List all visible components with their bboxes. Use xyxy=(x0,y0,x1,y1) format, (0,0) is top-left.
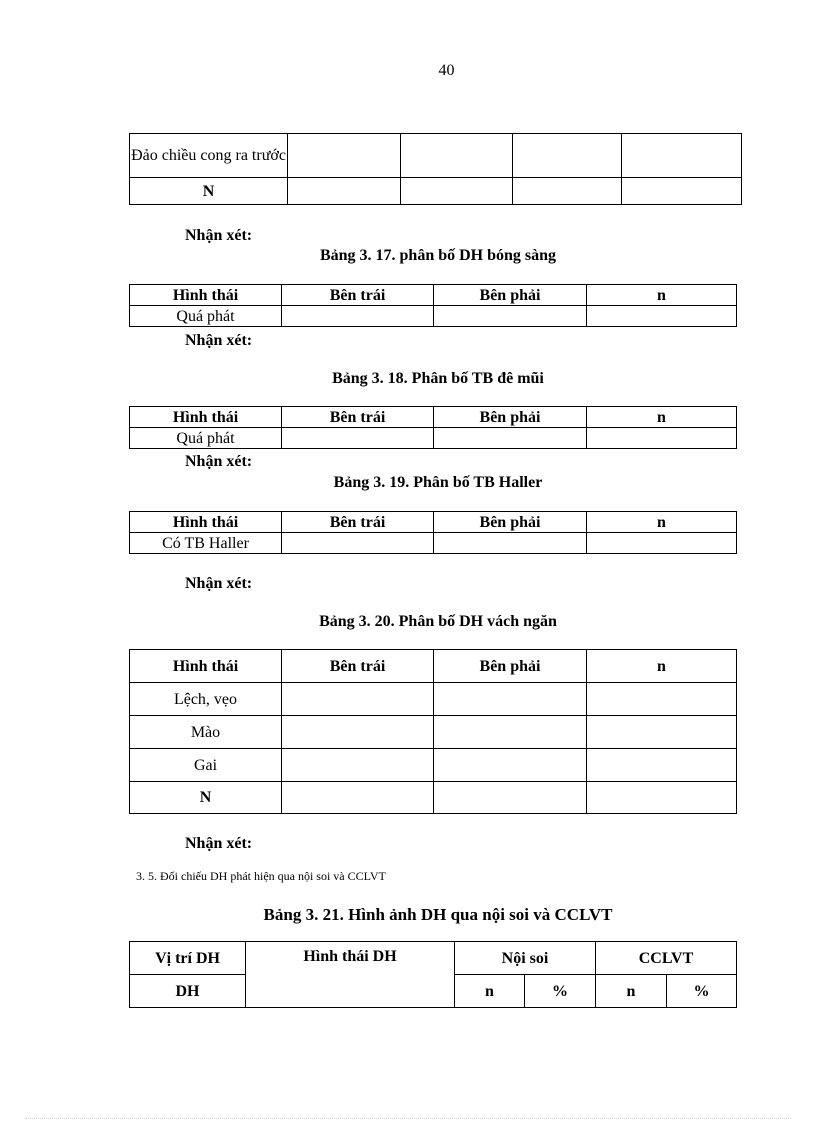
remark-label: Nhận xét: xyxy=(185,453,253,470)
table-cell xyxy=(288,178,401,205)
table-cell xyxy=(513,134,622,178)
table-cell: Có TB Haller xyxy=(130,533,282,554)
table-caption-3-19: Bảng 3. 19. Phân bố TB Haller xyxy=(333,474,543,491)
table-cell: N xyxy=(130,178,288,205)
header-cell: Hình thái xyxy=(130,512,282,533)
header-cell: Bên trái xyxy=(282,650,434,683)
remark-label: Nhận xét: xyxy=(185,575,253,592)
table-row xyxy=(130,749,737,782)
header-cell: Hình thái xyxy=(130,650,282,683)
header-cell: n xyxy=(587,407,737,428)
table-cell xyxy=(513,178,622,205)
table-cell: Quá phát xyxy=(130,428,282,449)
table-row xyxy=(130,134,742,178)
header-cell: Bên phải xyxy=(434,407,587,428)
table-caption-3-21: Bảng 3. 21. Hình ảnh DH qua nội soi và CCLVT xyxy=(263,905,613,924)
table-cell xyxy=(401,134,513,178)
table-cell xyxy=(282,306,434,327)
table-cell: Gai xyxy=(130,749,282,782)
header-cell: Bên phải xyxy=(434,285,587,306)
table-cell: N xyxy=(130,782,282,814)
table-3-17 xyxy=(129,284,737,327)
header-cell: Nội soi xyxy=(455,942,596,975)
remark-label: Nhận xét: xyxy=(185,332,253,349)
table-cell xyxy=(587,306,737,327)
table-row xyxy=(130,533,737,554)
table-cell xyxy=(587,533,737,554)
header-cell: % xyxy=(525,975,596,1008)
header-cell: Hình thái DH xyxy=(246,942,455,1008)
table-header-row xyxy=(130,407,737,428)
table-continuation xyxy=(129,133,742,205)
header-cell: Vị trí DH xyxy=(130,942,246,975)
table-cell xyxy=(587,782,737,814)
table-cell: Lệch, vẹo xyxy=(130,683,282,716)
table-3-18 xyxy=(129,406,737,449)
table-cell xyxy=(434,749,587,782)
table-row xyxy=(130,683,737,716)
table-3-20 xyxy=(129,649,737,814)
table-header-row xyxy=(130,512,737,533)
table-cell xyxy=(587,428,737,449)
table-header-row xyxy=(130,942,737,975)
page-divider xyxy=(25,1118,791,1119)
header-cell: Bên trái xyxy=(282,407,434,428)
table-cell xyxy=(587,683,737,716)
header-cell: Hình thái xyxy=(130,285,282,306)
table-row xyxy=(130,306,737,327)
header-cell: Hình thái xyxy=(130,407,282,428)
table-cell xyxy=(434,716,587,749)
table-cell xyxy=(434,683,587,716)
table-cell xyxy=(282,533,434,554)
table-cell xyxy=(434,306,587,327)
remark-label: Nhận xét: xyxy=(185,835,253,852)
table-row xyxy=(130,178,742,205)
table-row xyxy=(130,428,737,449)
table-cell xyxy=(622,134,742,178)
table-cell xyxy=(434,428,587,449)
header-cell: Bên phải xyxy=(434,650,587,683)
header-cell: n xyxy=(596,975,667,1008)
table-cell xyxy=(282,716,434,749)
table-row xyxy=(130,782,737,814)
header-cell: n xyxy=(587,285,737,306)
table-cell xyxy=(282,749,434,782)
table-cell xyxy=(282,428,434,449)
header-cell: Bên trái xyxy=(282,285,434,306)
header-cell: n xyxy=(587,650,737,683)
table-cell xyxy=(282,782,434,814)
table-3-21 xyxy=(129,941,737,1008)
table-cell xyxy=(288,134,401,178)
header-cell: CCLVT xyxy=(596,942,737,975)
header-cell: n xyxy=(587,512,737,533)
table-header-row xyxy=(130,285,737,306)
table-cell xyxy=(587,716,737,749)
table-caption-3-17: Bảng 3. 17. phân bố DH bóng sàng xyxy=(319,247,557,264)
table-cell xyxy=(587,749,737,782)
page-number: 40 xyxy=(438,62,455,79)
header-cell: Bên trái xyxy=(282,512,434,533)
remark-label: Nhận xét: xyxy=(185,227,253,244)
table-header-row xyxy=(130,650,737,683)
table-cell xyxy=(401,178,513,205)
table-3-19 xyxy=(129,511,737,554)
table-caption-3-20: Bảng 3. 20. Phân bố DH vách ngăn xyxy=(319,613,557,630)
table-cell xyxy=(434,782,587,814)
table-cell xyxy=(434,533,587,554)
table-cell xyxy=(622,178,742,205)
table-cell xyxy=(282,683,434,716)
table-cell: Đảo chiều cong ra trước xyxy=(130,134,288,178)
header-cell: Bên phải xyxy=(434,512,587,533)
table-cell: Quá phát xyxy=(130,306,282,327)
table-cell: Mào xyxy=(130,716,282,749)
section-heading-3-5: 3. 5. Đối chiếu DH phát hiện qua nội soi và CCLVT xyxy=(136,869,386,883)
header-cell: n xyxy=(455,975,525,1008)
header-cell: DH xyxy=(130,975,246,1008)
header-cell: % xyxy=(667,975,737,1008)
table-caption-3-18: Bảng 3. 18. Phân bố TB đê mũi xyxy=(332,370,544,387)
table-row xyxy=(130,716,737,749)
